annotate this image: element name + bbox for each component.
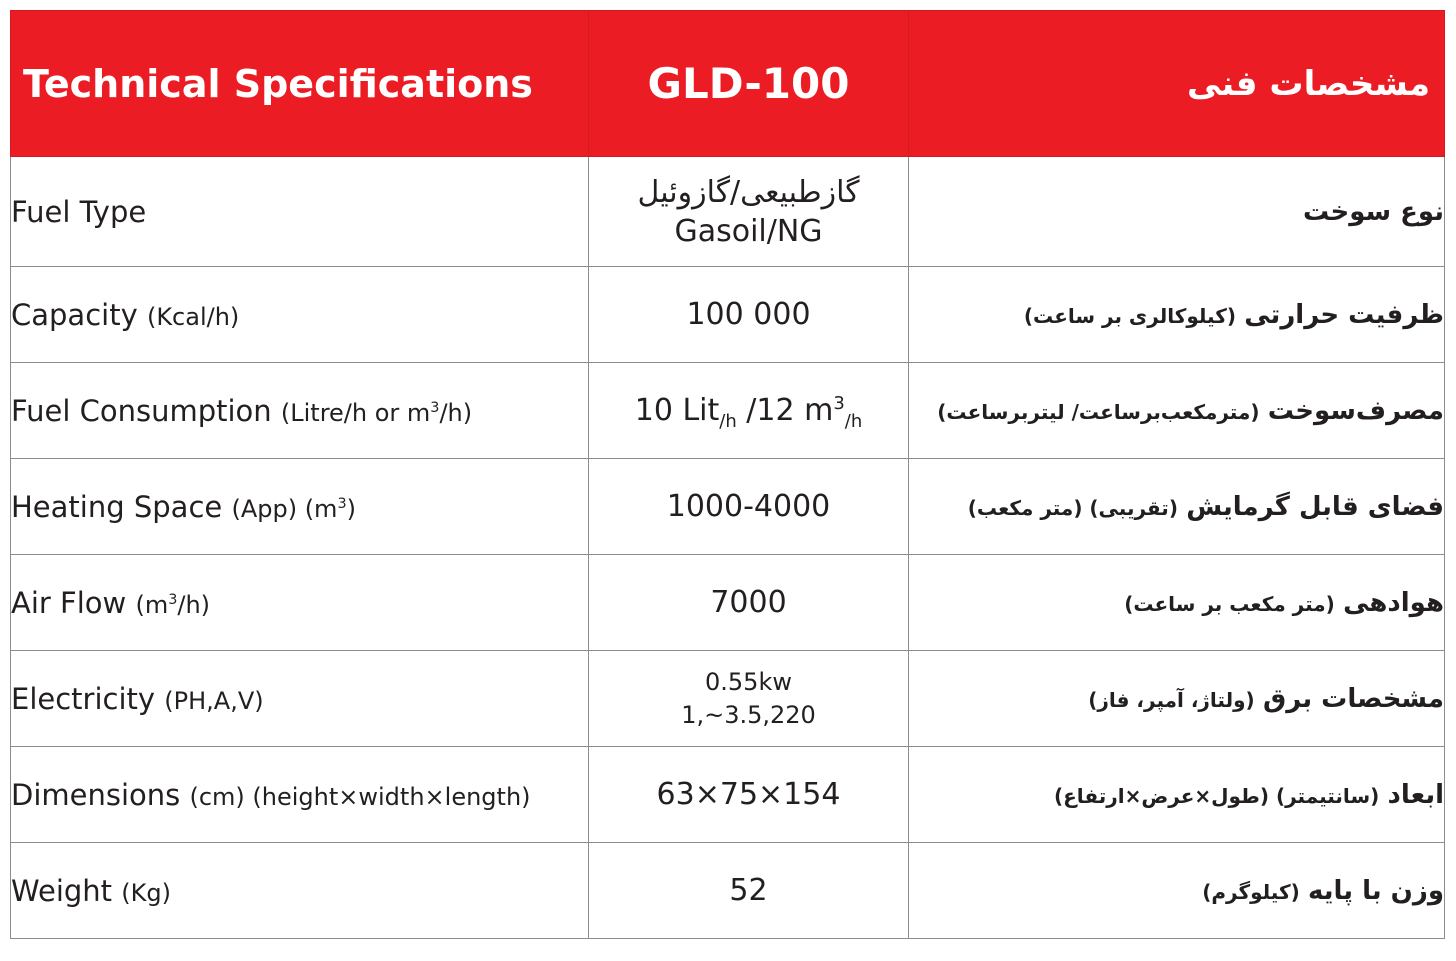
spec-label-text: Dimensions	[11, 777, 181, 812]
spec-label	[11, 651, 589, 747]
spec-unit-fa: (متر مکعب بر ساعت)	[1124, 591, 1335, 616]
spec-label	[11, 157, 589, 267]
spec-value-en: Gasoil/NG	[674, 213, 823, 249]
spec-value	[589, 363, 909, 459]
spec-unit-post: /h)	[177, 590, 211, 619]
spec-unit: (cm) (height×width×length)	[189, 782, 531, 811]
spec-label-fa-text: ابعاد	[1387, 779, 1444, 810]
spec-value-text: 1000-4000	[666, 489, 831, 524]
spec-label-fa-text: هوادهی	[1343, 587, 1444, 618]
table-row	[11, 363, 1445, 459]
spec-unit-pre: (App) (m	[231, 494, 338, 523]
spec-value-b: /12 m	[736, 393, 834, 428]
spec-unit-post: )	[346, 494, 356, 523]
spec-unit	[231, 495, 356, 523]
spec-label-fa	[909, 459, 1445, 555]
spec-label-text: Heating Space	[11, 489, 223, 524]
spec-unit-sup: 3	[430, 399, 440, 416]
spec-unit-fa: (ولتاژ، آمپر، فاز)	[1088, 687, 1255, 712]
spec-label-fa-text: ظرفیت حرارتی	[1244, 299, 1444, 330]
table-row	[11, 843, 1445, 939]
spec-value-b-sub: /h	[844, 411, 863, 432]
spec-unit-fa: (سانتیمتر) (طول×عرض×ارتفاع)	[1054, 783, 1380, 808]
spec-value-text: 100 000	[686, 297, 811, 332]
spec-label-text: Weight	[11, 873, 113, 908]
spec-label-fa	[909, 651, 1445, 747]
spec-label-text: Air Flow	[11, 585, 127, 620]
spec-value-a: 10 Lit	[634, 393, 720, 428]
header-model: GLD-100	[589, 11, 909, 157]
spec-label-fa	[909, 363, 1445, 459]
spec-value-line2: 1,~3.5,220	[681, 700, 816, 729]
spec-label	[11, 843, 589, 939]
spec-unit: (Kg)	[121, 878, 171, 907]
header-title-fa-text: مشخصات فنی	[1187, 63, 1430, 104]
spec-label-fa-text: فضای قابل گرمایش	[1186, 491, 1444, 522]
spec-label-text: Electricity	[11, 681, 156, 716]
spec-value-text: 63×75×154	[656, 777, 841, 812]
spec-unit-pre: (Litre/h or m	[280, 398, 431, 427]
spec-label-text: Fuel Type	[11, 194, 147, 229]
spec-unit: (Kcal/h)	[146, 302, 240, 331]
spec-unit	[135, 591, 210, 619]
spec-unit-sup: 3	[168, 591, 178, 608]
spec-label-text: Fuel Consumption	[11, 393, 272, 428]
spec-label-fa	[909, 843, 1445, 939]
spec-unit-pre: (m	[135, 590, 169, 619]
spec-value-line1: 0.55kw	[705, 668, 792, 697]
spec-label-fa	[909, 267, 1445, 363]
spec-label-fa-text: مصرف‌سوخت	[1267, 395, 1444, 426]
table-header-row	[11, 11, 1445, 157]
spec-unit-fa: (تقریبی) (متر مکعب)	[967, 495, 1178, 520]
spec-value	[589, 555, 909, 651]
spec-label-fa	[909, 555, 1445, 651]
spec-value-a-sub: /h	[719, 411, 737, 432]
header-title-fa	[909, 11, 1445, 157]
table-row	[11, 555, 1445, 651]
spec-value	[589, 459, 909, 555]
table-row	[11, 747, 1445, 843]
spec-value-fa: گازطبیعی/گازوئیل	[637, 174, 860, 210]
table-row	[11, 157, 1445, 267]
spec-label-fa	[909, 747, 1445, 843]
table-row	[11, 267, 1445, 363]
spec-value	[589, 747, 909, 843]
spec-unit-post: /h)	[439, 398, 473, 427]
spec-label-fa-text: نوع سوخت	[1302, 196, 1444, 227]
spec-label	[11, 363, 589, 459]
spec-unit-fa: (کیلوکالری بر ساعت)	[1023, 303, 1236, 328]
spec-value	[589, 157, 909, 267]
spec-label-fa-text: وزن با پایه	[1307, 875, 1444, 906]
spec-unit: (PH,A,V)	[164, 686, 264, 715]
spec-table	[10, 10, 1445, 939]
spec-value-text: 52	[729, 873, 768, 908]
spec-unit	[281, 399, 472, 427]
spec-label	[11, 459, 589, 555]
spec-unit-sup: 3	[337, 495, 347, 512]
spec-value	[589, 843, 909, 939]
spec-value-text: 7000	[710, 585, 787, 620]
header-title-en: Technical Specifications	[11, 11, 589, 157]
spec-value	[589, 267, 909, 363]
table-row	[11, 459, 1445, 555]
spec-value-b-sup: 3	[833, 393, 845, 414]
spec-unit-fa: (کیلوگرم)	[1202, 879, 1300, 904]
spec-label	[11, 555, 589, 651]
spec-label-fa-text: مشخصات برق	[1262, 683, 1444, 714]
table-row	[11, 651, 1445, 747]
spec-label-fa	[909, 157, 1445, 267]
spec-value	[589, 651, 909, 747]
spec-label	[11, 267, 589, 363]
spec-unit-fa: (مترمکعب‌برساعت/ لیتربرساعت)	[937, 399, 1260, 424]
spec-label-text: Capacity	[11, 297, 138, 332]
spec-label	[11, 747, 589, 843]
